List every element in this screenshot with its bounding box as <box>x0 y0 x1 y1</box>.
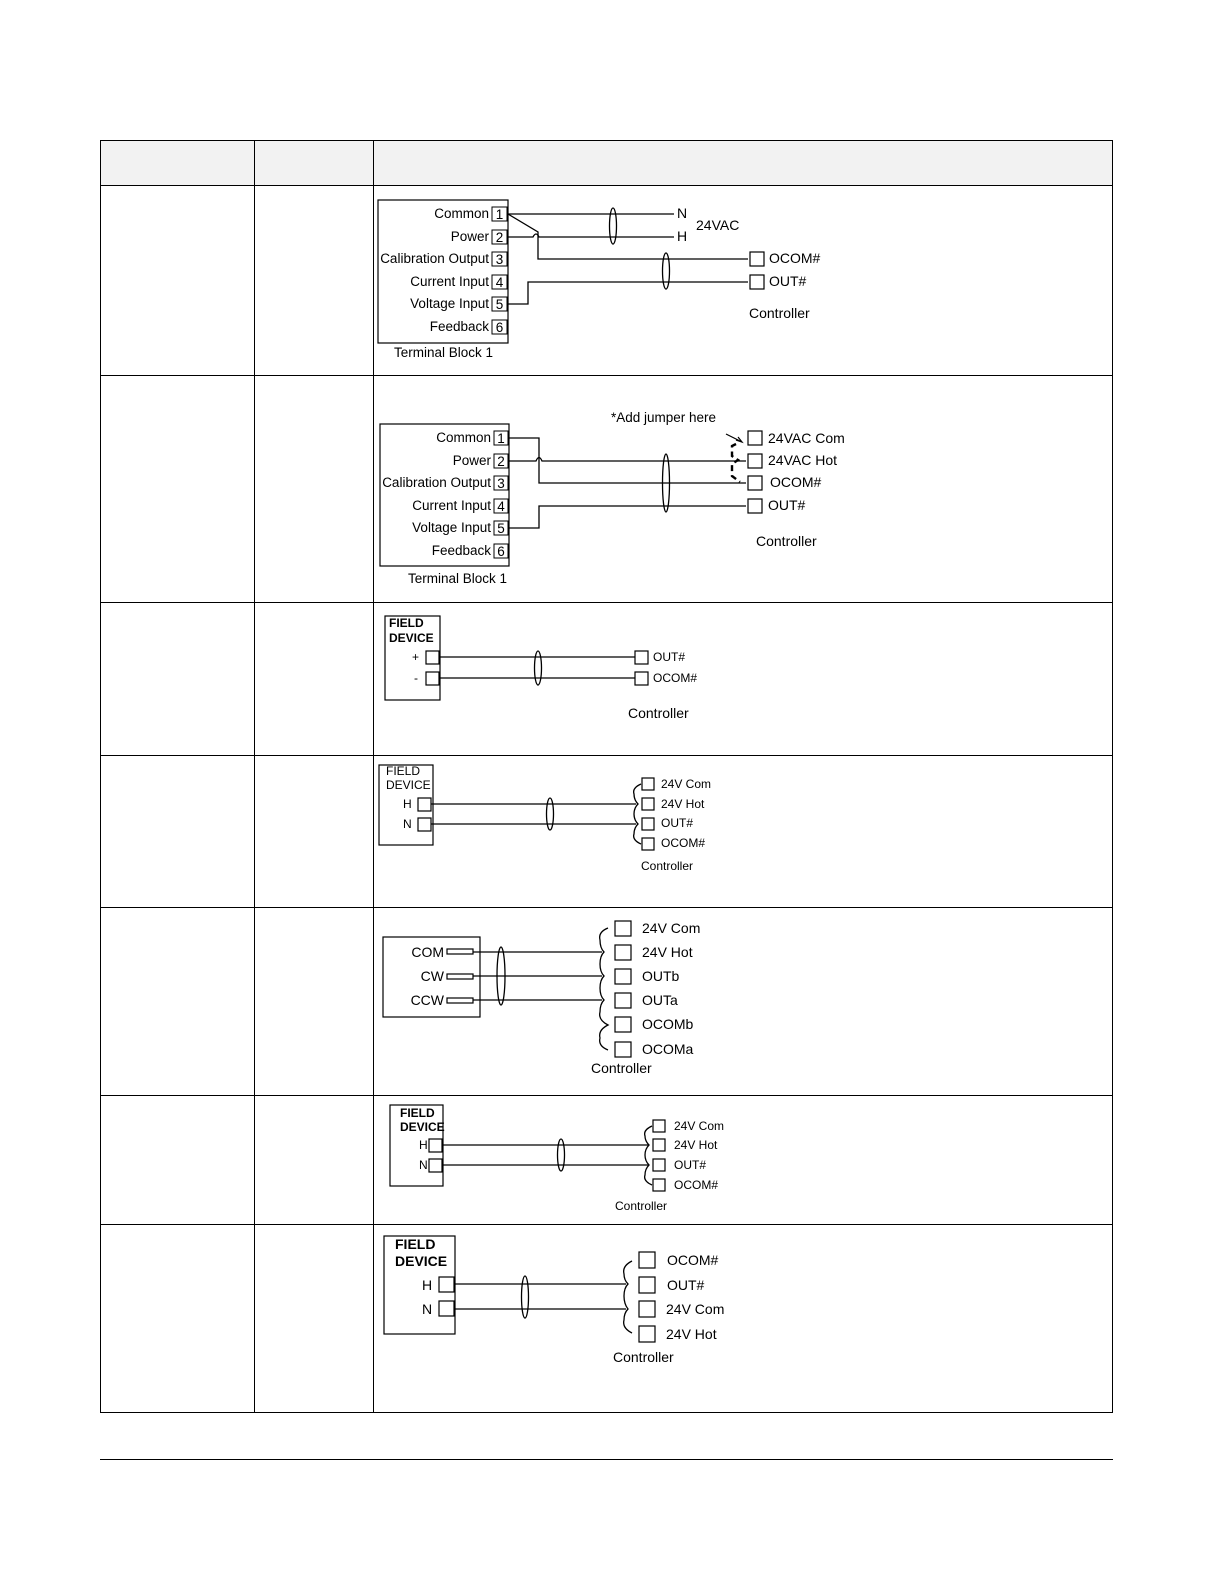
table-header-row <box>100 140 1113 185</box>
controller-terminal: OCOM# <box>667 1252 719 1268</box>
pin-plus: + <box>412 650 420 664</box>
terminal-number: 2 <box>497 454 505 469</box>
device-label: DEVICE <box>386 778 431 792</box>
controller-terminal: OUT# <box>769 273 807 289</box>
controller-terminal: OUTb <box>642 968 680 984</box>
device-label: FIELD <box>389 616 424 630</box>
controller-terminal: OUTa <box>642 992 678 1008</box>
device-label: DEVICE <box>395 1253 448 1269</box>
pin-h: H <box>403 797 412 811</box>
controller-label: Controller <box>591 1060 652 1076</box>
terminal-number: 1 <box>495 207 504 222</box>
pin-n: N <box>422 1301 433 1317</box>
pin-label: COM <box>411 944 444 960</box>
controller-terminal: 24V Hot <box>661 797 705 811</box>
controller-label: Controller <box>641 859 694 873</box>
terminal-label: Voltage Input <box>410 296 489 311</box>
pin-h: H <box>419 1138 428 1152</box>
controller-terminal: OCOM# <box>653 671 698 685</box>
wiring-diagram-2 <box>376 404 856 594</box>
controller-terminal: 24V Hot <box>642 944 693 960</box>
wiring-diagram-1 <box>376 196 836 366</box>
controller-terminal: 24V Hot <box>674 1138 718 1152</box>
controller-label: Controller <box>749 305 810 321</box>
terminal-label: Calibration Output <box>382 475 491 490</box>
controller-terminal: 24V Com <box>674 1119 725 1133</box>
pin-h: H <box>422 1277 433 1293</box>
terminal-block-label: Terminal Block 1 <box>408 571 508 586</box>
terminal-label: Common <box>436 430 491 445</box>
terminal-number: 3 <box>497 476 505 491</box>
controller-terminal: 24V Hot <box>666 1326 717 1342</box>
controller-terminal: OCOM# <box>770 474 822 490</box>
controller-terminal: 24VAC Com <box>768 430 845 446</box>
terminal-label: Voltage Input <box>412 520 491 535</box>
footer-rule <box>100 1459 1113 1460</box>
device-label: FIELD <box>395 1236 436 1252</box>
terminal-label: Feedback <box>431 543 491 558</box>
controller-terminal: 24V Com <box>661 777 712 791</box>
controller-terminal: OUT# <box>674 1158 707 1172</box>
controller-terminal: OUT# <box>768 497 806 513</box>
controller-terminal: 24VAC Hot <box>768 452 837 468</box>
terminal-number: 4 <box>495 275 504 290</box>
pin-label: CW <box>420 968 444 984</box>
terminal-number: 2 <box>495 230 504 245</box>
jumper-note: *Add jumper here <box>611 410 717 425</box>
controller-label: Controller <box>613 1349 674 1365</box>
controller-label: Controller <box>628 705 689 721</box>
controller-terminal: OUT# <box>667 1277 705 1293</box>
terminal-number: 1 <box>497 431 505 446</box>
terminal-number: 5 <box>497 521 505 536</box>
terminal-label: Current Input <box>410 274 489 289</box>
controller-terminal: OCOMa <box>642 1041 694 1057</box>
controller-terminal: OCOM# <box>674 1178 719 1192</box>
terminal-label: Calibration Output <box>380 251 489 266</box>
supply-h-label: H <box>677 228 688 244</box>
controller-label: Controller <box>615 1199 668 1213</box>
terminal-label: Power <box>450 229 489 244</box>
device-label: DEVICE <box>400 1120 445 1134</box>
controller-terminal: 24V Com <box>666 1301 725 1317</box>
controller-terminal: OUT# <box>653 650 686 664</box>
controller-label: Controller <box>756 533 817 549</box>
controller-terminal: OCOM# <box>661 836 706 850</box>
wiring-diagram-7 <box>380 1232 760 1372</box>
pin-n: N <box>419 1158 428 1172</box>
controller-terminal: OCOM# <box>769 250 821 266</box>
supply-voltage-label: 24VAC <box>696 217 740 233</box>
controller-terminal: 24V Com <box>642 920 701 936</box>
device-label: DEVICE <box>389 631 434 645</box>
terminal-label: Current Input <box>412 498 491 513</box>
terminal-number: 3 <box>495 252 504 267</box>
terminal-label: Common <box>434 206 489 221</box>
terminal-number: 4 <box>497 499 505 514</box>
terminal-block-label: Terminal Block 1 <box>394 345 494 360</box>
wiring-diagram-6 <box>386 1102 746 1218</box>
wiring-diagram-3 <box>380 612 720 732</box>
terminal-number: 6 <box>497 544 505 559</box>
controller-terminal: OCOMb <box>642 1016 694 1032</box>
terminal-number: 5 <box>495 297 504 312</box>
pin-minus: - <box>414 671 418 685</box>
pin-label: CCW <box>410 992 444 1008</box>
controller-terminal: OUT# <box>661 816 694 830</box>
terminal-label: Feedback <box>429 319 489 334</box>
wiring-diagram-4 <box>376 762 736 878</box>
pin-n: N <box>403 817 412 831</box>
terminal-number: 6 <box>495 320 504 335</box>
terminal-label: Power <box>452 453 491 468</box>
device-label: FIELD <box>400 1106 435 1120</box>
wiring-diagram-5 <box>380 914 740 1080</box>
supply-n-label: N <box>677 205 688 221</box>
device-label: FIELD <box>386 764 421 778</box>
